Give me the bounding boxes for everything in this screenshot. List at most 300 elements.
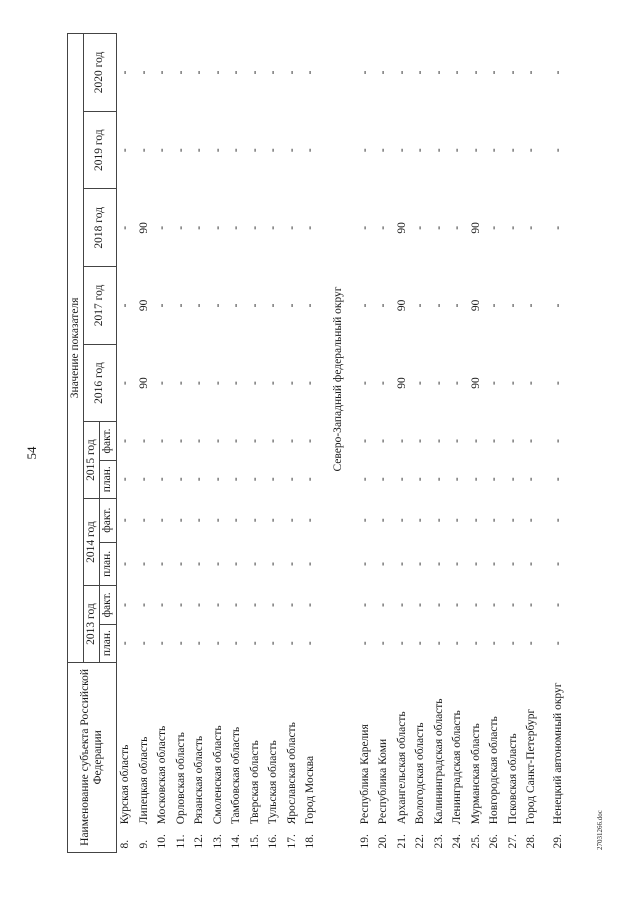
value-2019: - [488,148,501,153]
table-row [154,34,173,853]
fact-2013-value: - [414,602,427,607]
value-2019: - [156,148,169,153]
subject-name: Город Москва [304,755,317,825]
value-2018: - [432,225,445,230]
value-2017: - [285,303,298,308]
value-2020: - [414,70,427,75]
plan-2013-value: - [119,641,132,646]
subject-name: Рязанская область [193,735,206,825]
value-2017: - [304,303,317,308]
plan-2013-value: - [193,641,206,646]
row-number: 18. [304,834,317,849]
value-2019: - [414,148,427,153]
plan-2015-value: - [551,477,564,482]
value-header: Значение показателя [68,34,84,663]
value-2017: - [432,303,445,308]
fact-2013-value: - [119,602,132,607]
plan-2013-value: - [248,641,261,646]
plan-2014-value: - [304,561,317,566]
table-row [467,34,486,853]
plan-2013-header: план. [100,624,116,662]
fact-2015-value: - [395,439,408,443]
fact-2014-value: - [551,518,564,523]
plan-2014-value: - [248,561,261,566]
table-row [375,34,394,853]
rotated-table-container [67,33,564,853]
row-number: 25. [469,834,482,849]
value-2017: - [174,303,187,308]
row-number: 17. [285,834,298,849]
value-2017: 90 [469,299,482,312]
fact-2013-value: - [451,602,464,607]
value-2019: - [358,148,371,153]
subject-name: Ленинградская область [451,710,464,825]
plan-2014-value: - [451,561,464,566]
subject-name: Тамбовская область [230,726,243,825]
fact-2014-value: - [488,518,501,523]
value-2017: - [267,303,280,308]
row-number: 14. [230,834,243,849]
fact-2014-value: - [137,518,150,523]
plan-2013-value: - [469,641,482,646]
value-2019: - [193,148,206,153]
value-2018: - [451,225,464,230]
plan-2014-value: - [230,561,243,566]
row-number: 28. [525,834,538,849]
value-2018: - [267,225,280,230]
fact-2013-value: - [395,602,408,607]
value-2019: - [469,148,482,153]
row-number: 20. [377,834,390,849]
table-row [430,34,449,853]
fact-2015-value: - [377,439,390,443]
value-2018: - [174,225,187,230]
fact-2015-value: - [432,439,445,443]
plan-2013-value: - [525,641,538,646]
subject-name: Тверская область [248,740,261,825]
indicator-table [67,33,575,853]
table-row [228,34,247,853]
value-2016: - [193,381,206,385]
fact-2014-value: - [267,518,280,523]
value-2017: - [451,303,464,308]
fact-2015-header: факт. [100,422,116,460]
value-2018: 90 [469,222,482,234]
subject-name: Вологодская область [414,722,427,825]
fact-2015-value: - [230,439,243,443]
value-2017: 90 [395,299,408,312]
subject-name: Новгородская область [488,716,501,825]
year-2015-header: 2015 год [84,422,100,499]
plan-2014-value: - [551,561,564,566]
value-2020: - [395,70,408,75]
plan-2013-value: - [304,641,317,646]
district-row-group [320,34,356,853]
value-2017: - [377,303,390,308]
plan-2014-value: - [488,561,501,566]
fact-2014-value: - [377,518,390,523]
subject-name: Ярославская область [285,722,298,825]
fact-2013-value: - [358,602,371,607]
fact-2013-value: - [193,602,206,607]
subject-name: Архангельская область [395,711,408,825]
fact-2013-value: - [488,602,501,607]
plan-2014-value: - [193,561,206,566]
value-2016: 90 [469,377,482,389]
value-2017: - [230,303,243,308]
value-2016: 90 [137,377,150,389]
plan-2015-value: - [506,477,519,482]
value-2020: - [488,70,501,75]
plan-2013-value: - [174,641,187,646]
table-row [523,34,542,853]
value-2020: - [551,70,564,75]
fact-2014-value: - [119,518,132,523]
value-2016: - [211,381,224,385]
plan-2015-value: - [230,477,243,482]
fact-2014-value: - [174,518,187,523]
plan-2013-value: - [230,641,243,646]
plan-2015-value: - [432,477,445,482]
table-row [302,34,321,853]
year-2019-header: 2019 год [84,111,116,189]
value-2017: 90 [137,299,150,312]
value-2018: 90 [395,222,408,234]
value-2016: - [414,381,427,385]
district-row [320,34,356,853]
row-number: 19. [358,834,371,849]
table-row [246,34,265,853]
value-2018: - [488,225,501,230]
value-2016: - [358,381,371,385]
value-2020: - [358,70,371,75]
value-2020: - [469,70,482,75]
value-2020: - [248,70,261,75]
value-2019: - [432,148,445,153]
plan-2014-value: - [395,561,408,566]
value-2019: - [119,148,132,153]
fact-2015-value: - [304,439,317,443]
fact-2014-value: - [414,518,427,523]
central-rows [116,34,320,853]
plan-2014-value: - [156,561,169,566]
table-row [393,34,412,853]
plan-2013-value: - [432,641,445,646]
fact-2013-value: - [156,602,169,607]
fact-2013-value: - [506,602,519,607]
plan-2013-value: - [506,641,519,646]
fact-2014-value: - [451,518,464,523]
fact-2015-value: - [469,439,482,443]
value-2016: - [488,381,501,385]
plan-2014-value: - [506,561,519,566]
table-row [412,34,431,853]
value-2018: - [193,225,206,230]
value-2019: - [304,148,317,153]
fact-2013-value: - [230,602,243,607]
value-2020: - [193,70,206,75]
row-number: 23. [432,834,445,849]
subject-header: Наименование субъекта Российской Федерации [68,662,117,852]
fact-2014-value: - [525,518,538,523]
value-2018: - [525,225,538,230]
plan-2015-value: - [304,477,317,482]
fact-2013-value: - [551,602,564,607]
value-2017: - [193,303,206,308]
value-2020: - [267,70,280,75]
table-row [356,34,375,853]
row-number: 10. [156,834,169,849]
plan-2015-value: - [193,477,206,482]
subject-name: Республика Карелия [358,724,371,825]
plan-2013-value: - [267,641,280,646]
plan-2013-value: - [451,641,464,646]
table-row [135,34,154,853]
row-number: 8. [119,839,132,849]
row-number: 12. [193,834,206,849]
plan-2014-value: - [119,561,132,566]
plan-2013-value: - [377,641,390,646]
fact-2013-value: - [469,602,482,607]
subject-name: Ненецкий автономный округ [551,682,564,825]
value-2016: 90 [395,377,408,389]
plan-2015-value: - [377,477,390,482]
value-2020: - [285,70,298,75]
value-2017: - [211,303,224,308]
plan-2015-value: - [358,477,371,482]
value-2017: - [525,303,538,308]
value-2018: - [551,225,564,230]
value-2019: - [551,148,564,153]
plan-2013-value: - [285,641,298,646]
subject-name: Смоленская область [211,725,224,825]
value-2018: - [358,225,371,230]
fact-2014-header: факт. [100,498,116,542]
value-2016: - [525,381,538,385]
value-2020: - [119,70,132,75]
table-row [541,34,575,853]
plan-2015-value: - [174,477,187,482]
plan-2015-value: - [451,477,464,482]
value-2016: - [156,381,169,385]
subject-name: Республика Коми [377,738,390,825]
row-number: 22. [414,834,427,849]
fact-2014-value: - [469,518,482,523]
plan-2013-value: - [211,641,224,646]
plan-2014-value: - [414,561,427,566]
value-2016: - [304,381,317,385]
plan-2014-value: - [358,561,371,566]
value-2020: - [525,70,538,75]
year-2017-header: 2017 год [84,267,116,345]
plan-2014-value: - [137,561,150,566]
value-2016: - [267,381,280,385]
subject-name: Курская область [119,744,132,825]
year-2020-header: 2020 год [84,34,116,112]
plan-2013-value: - [414,641,427,646]
value-2020: - [377,70,390,75]
value-2017: - [414,303,427,308]
value-2020: - [304,70,317,75]
value-2019: - [211,148,224,153]
value-2017: - [506,303,519,308]
value-2019: - [230,148,243,153]
value-2016: - [285,381,298,385]
value-2017: - [358,303,371,308]
fact-2015-value: - [414,439,427,443]
fact-2015-value: - [488,439,501,443]
plan-2013-value: - [488,641,501,646]
plan-2015-header: план. [100,460,116,498]
value-2020: - [506,70,519,75]
fact-2015-value: - [451,439,464,443]
row-number: 16. [267,834,280,849]
subject-name: Мурманская область [469,723,482,825]
value-2020: - [137,70,150,75]
value-2016: - [377,381,390,385]
value-2018: - [304,225,317,230]
plan-2014-header: план. [100,542,116,586]
row-number: 15. [248,834,261,849]
plan-2013-value: - [551,641,564,646]
value-2018: - [506,225,519,230]
value-2019: - [174,148,187,153]
value-2017: - [248,303,261,308]
value-2018: - [211,225,224,230]
table-row [486,34,505,853]
value-2019: - [285,148,298,153]
fact-2015-value: - [211,439,224,443]
row-number: 29. [551,834,564,849]
fact-2015-value: - [358,439,371,443]
fact-2014-value: - [304,518,317,523]
year-2016-header: 2016 год [84,344,116,422]
table-header [68,34,117,853]
plan-2015-value: - [488,477,501,482]
fact-2013-value: - [137,602,150,607]
fact-2014-value: - [193,518,206,523]
value-2016: - [119,381,132,385]
fact-2015-value: - [551,439,564,443]
value-2020: - [174,70,187,75]
plan-2014-value: - [267,561,280,566]
plan-2014-value: - [174,561,187,566]
value-2016: - [174,381,187,385]
subject-name: Город Санкт-Петербург [525,708,538,825]
plan-2014-value: - [525,561,538,566]
plan-2014-value: - [469,561,482,566]
plan-2015-value: - [137,477,150,482]
row-number: 13. [211,834,224,849]
value-2020: - [211,70,224,75]
table-row [172,34,191,853]
fact-2015-value: - [506,439,519,443]
subject-name: Тульская область [267,740,280,825]
fact-2013-value: - [285,602,298,607]
value-2018: - [377,225,390,230]
row-number: 21. [395,834,408,849]
plan-2015-value: - [469,477,482,482]
northwest-rows [356,34,575,853]
plan-2015-value: - [267,477,280,482]
year-2014-header: 2014 год [84,498,100,585]
value-2017: - [488,303,501,308]
value-2018: - [414,225,427,230]
value-2019: - [137,148,150,153]
fact-2014-value: - [230,518,243,523]
fact-2015-value: - [156,439,169,443]
value-2016: - [230,381,243,385]
table-row [116,34,135,853]
value-2017: - [119,303,132,308]
fact-2015-value: - [285,439,298,443]
plan-2013-value: - [358,641,371,646]
plan-2013-value: - [137,641,150,646]
table-row [209,34,228,853]
value-2019: - [248,148,261,153]
fact-2014-value: - [432,518,445,523]
value-2019: - [395,148,408,153]
value-2020: - [156,70,169,75]
fact-2014-value: - [506,518,519,523]
plan-2015-value: - [414,477,427,482]
fact-2015-value: - [525,439,538,443]
fact-2015-value: - [119,439,132,443]
fact-2013-value: - [211,602,224,607]
value-2020: - [432,70,445,75]
fact-2013-value: - [377,602,390,607]
plan-2015-value: - [285,477,298,482]
value-2018: - [285,225,298,230]
fact-2015-value: - [193,439,206,443]
subject-name: Калининградская область [432,698,445,825]
plan-2015-value: - [156,477,169,482]
value-2016: - [551,381,564,385]
plan-2015-value: - [248,477,261,482]
fact-2013-value: - [248,602,261,607]
page-number: 54 [24,446,39,460]
row-number: 27. [506,834,519,849]
plan-2015-value: - [525,477,538,482]
value-2018: - [248,225,261,230]
fact-2014-value: - [248,518,261,523]
value-2019: - [267,148,280,153]
row-number: 26. [488,834,501,849]
value-2016: - [451,381,464,385]
fact-2013-value: - [304,602,317,607]
plan-2015-value: - [211,477,224,482]
row-number: 11. [174,834,187,849]
plan-2014-value: - [377,561,390,566]
value-2017: - [156,303,169,308]
value-2017: - [551,303,564,308]
value-2020: - [451,70,464,75]
fact-2013-value: - [432,602,445,607]
year-2013-header: 2013 год [84,586,100,663]
plan-2014-value: - [211,561,224,566]
fact-2014-value: - [395,518,408,523]
year-2018-header: 2018 год [84,189,116,267]
plan-2013-value: - [395,641,408,646]
fact-2015-value: - [267,439,280,443]
fact-2014-value: - [211,518,224,523]
fact-2015-value: - [137,439,150,443]
row-number: 9. [137,839,150,849]
value-2016: - [432,381,445,385]
subject-name: Московская область [156,725,169,825]
fact-2014-value: - [285,518,298,523]
fact-2013-header: факт. [100,586,116,624]
